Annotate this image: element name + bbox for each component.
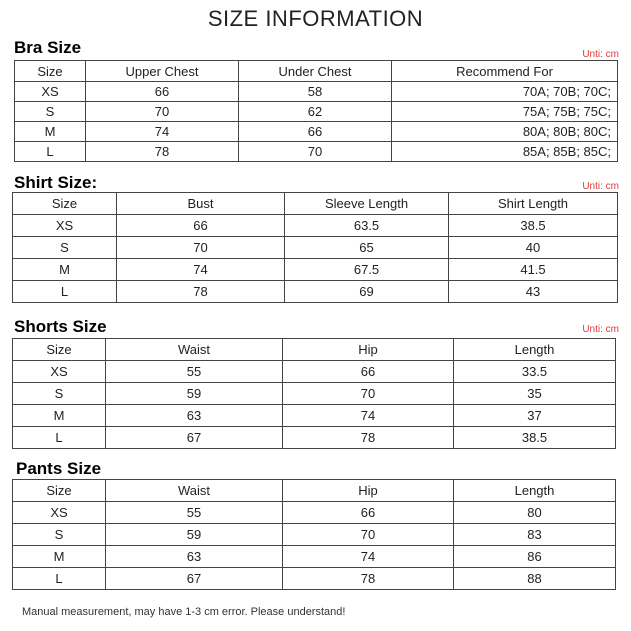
header-length: Length (454, 339, 616, 361)
cell-size: M (13, 405, 106, 427)
cell-under-chest: 62 (239, 102, 392, 122)
pants-size-table (12, 479, 616, 590)
cell-hip: 78 (283, 568, 454, 590)
cell-recommend-for: 70A; 70B; 70C; (392, 82, 618, 102)
cell-upper-chest: 70 (86, 102, 239, 122)
cell-length: 80 (454, 502, 616, 524)
cell-size: M (13, 259, 117, 281)
cell-hip: 66 (283, 361, 454, 383)
table-row (13, 524, 616, 546)
cell-waist: 59 (106, 383, 283, 405)
cell-waist: 55 (106, 361, 283, 383)
measurement-note: Manual measurement, may have 1-3 cm error. Please understand! (22, 606, 346, 618)
table-row (13, 405, 616, 427)
cell-length: 38.5 (454, 427, 616, 449)
cell-size: XS (15, 82, 86, 102)
shirt-unit-label: Unti: cm (582, 181, 619, 192)
header-waist: Waist (106, 480, 283, 502)
table-row (13, 383, 616, 405)
table-row (15, 102, 618, 122)
cell-size: L (13, 568, 106, 590)
cell-length: 86 (454, 546, 616, 568)
table-row (15, 142, 618, 162)
table-row (15, 82, 618, 102)
cell-size: XS (13, 215, 117, 237)
cell-recommend-for: 75A; 75B; 75C; (392, 102, 618, 122)
cell-upper-chest: 66 (86, 82, 239, 102)
cell-bust: 78 (117, 281, 285, 303)
header-size: Size (15, 61, 86, 82)
cell-length: 35 (454, 383, 616, 405)
table-row (13, 281, 618, 303)
table-row (13, 237, 618, 259)
cell-hip: 70 (283, 524, 454, 546)
header-length: Length (454, 480, 616, 502)
cell-bust: 66 (117, 215, 285, 237)
cell-waist: 63 (106, 546, 283, 568)
table-row (13, 502, 616, 524)
cell-waist: 67 (106, 427, 283, 449)
header-size: Size (13, 193, 117, 215)
header-upper-chest: Upper Chest (86, 61, 239, 82)
table-header-row (13, 193, 618, 215)
cell-waist: 63 (106, 405, 283, 427)
cell-waist: 55 (106, 502, 283, 524)
cell-upper-chest: 78 (86, 142, 239, 162)
cell-size: L (15, 142, 86, 162)
shirt-size-table (12, 192, 618, 303)
cell-size: S (13, 524, 106, 546)
cell-bust: 70 (117, 237, 285, 259)
header-waist: Waist (106, 339, 283, 361)
bra-size-table (14, 60, 618, 162)
header-size: Size (13, 339, 106, 361)
bra-size-title: Bra Size (14, 38, 82, 57)
cell-size: M (13, 546, 106, 568)
cell-sleeve-length: 63.5 (285, 215, 449, 237)
cell-size: L (13, 427, 106, 449)
shorts-unit-label: Unti: cm (582, 324, 619, 335)
cell-waist: 67 (106, 568, 283, 590)
cell-size: XS (13, 502, 106, 524)
table-row (13, 568, 616, 590)
cell-length: 33.5 (454, 361, 616, 383)
table-row (13, 259, 618, 281)
cell-under-chest: 58 (239, 82, 392, 102)
cell-shirt-length: 40 (449, 237, 618, 259)
cell-recommend-for: 85A; 85B; 85C; (392, 142, 618, 162)
cell-shirt-length: 38.5 (449, 215, 618, 237)
cell-size: XS (13, 361, 106, 383)
header-shirt-length: Shirt Length (449, 193, 618, 215)
bra-unit-label: Unti: cm (582, 49, 619, 60)
cell-length: 88 (454, 568, 616, 590)
shirt-size-title: Shirt Size: (14, 173, 98, 192)
header-hip: Hip (283, 339, 454, 361)
page-title: SIZE INFORMATION (207, 6, 424, 31)
cell-shirt-length: 43 (449, 281, 618, 303)
cell-length: 83 (454, 524, 616, 546)
cell-size: S (13, 383, 106, 405)
table-row (15, 122, 618, 142)
header-hip: Hip (283, 480, 454, 502)
cell-upper-chest: 74 (86, 122, 239, 142)
cell-under-chest: 70 (239, 142, 392, 162)
header-under-chest: Under Chest (239, 61, 392, 82)
cell-size: S (13, 237, 117, 259)
cell-shirt-length: 41.5 (449, 259, 618, 281)
cell-sleeve-length: 65 (285, 237, 449, 259)
table-header-row (15, 61, 618, 82)
table-row (13, 546, 616, 568)
cell-sleeve-length: 67.5 (285, 259, 449, 281)
pants-size-title: Pants Size (16, 459, 102, 478)
header-sleeve-length: Sleeve Length (285, 193, 449, 215)
cell-size: S (15, 102, 86, 122)
header-size: Size (13, 480, 106, 502)
cell-waist: 59 (106, 524, 283, 546)
cell-bust: 74 (117, 259, 285, 281)
table-header-row (13, 339, 616, 361)
cell-sleeve-length: 69 (285, 281, 449, 303)
cell-under-chest: 66 (239, 122, 392, 142)
table-row (13, 427, 616, 449)
table-row (13, 215, 618, 237)
cell-size: M (15, 122, 86, 142)
shorts-size-title: Shorts Size (14, 317, 107, 336)
cell-hip: 74 (283, 405, 454, 427)
table-row (13, 361, 616, 383)
header-bust: Bust (117, 193, 285, 215)
cell-hip: 70 (283, 383, 454, 405)
cell-hip: 66 (283, 502, 454, 524)
cell-recommend-for: 80A; 80B; 80C; (392, 122, 618, 142)
header-recommend-for: Recommend For (392, 61, 618, 82)
cell-length: 37 (454, 405, 616, 427)
cell-size: L (13, 281, 117, 303)
table-header-row (13, 480, 616, 502)
cell-hip: 78 (283, 427, 454, 449)
shorts-size-table (12, 338, 616, 449)
cell-hip: 74 (283, 546, 454, 568)
